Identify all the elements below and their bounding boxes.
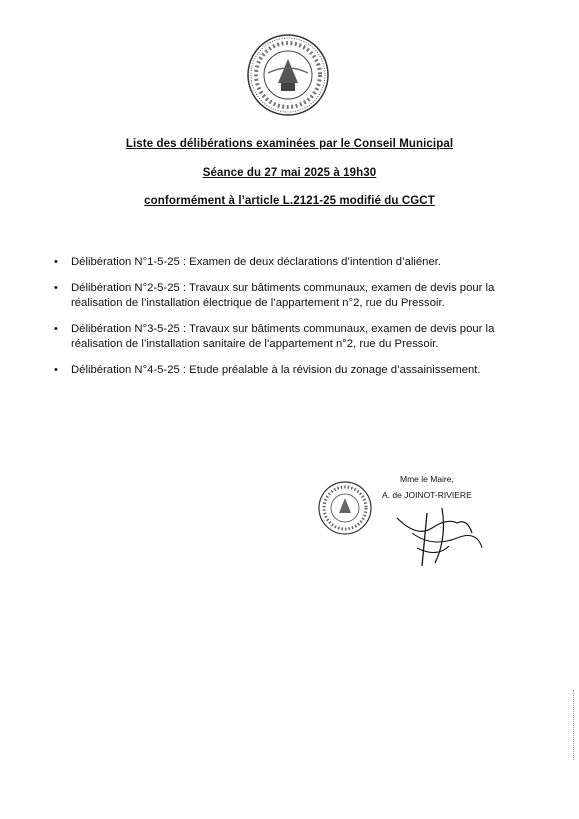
deliberation-text: : Examen de deux déclarations d’intention d’aliéner. bbox=[179, 256, 442, 268]
deliberation-text: : Travaux sur bâtiments communaux, examen de devis pour la réalisation de l’installation sanitaire de l’appartement n°2, rue du Pressoir. bbox=[71, 323, 495, 350]
list-item bbox=[52, 255, 547, 270]
bullet-icon: • bbox=[54, 256, 58, 268]
deliberation-ref: Délibération N°2-5-25 bbox=[71, 282, 180, 294]
margin-mark bbox=[573, 690, 576, 760]
list-item bbox=[52, 281, 547, 311]
list-item bbox=[52, 363, 547, 378]
signatory-title: Mme le Maire, bbox=[400, 474, 454, 484]
bullet-icon: • bbox=[54, 282, 58, 294]
municipal-seal bbox=[246, 33, 330, 117]
deliberation-text: : Etude préalable à la révision du zonage d’assainissement. bbox=[179, 364, 481, 376]
signatory-name: A. de JOINOT-RIVIERE bbox=[382, 490, 472, 500]
deliberation-list bbox=[52, 255, 547, 389]
session-date: Séance du 27 mai 2025 à 19h30 bbox=[202, 167, 377, 179]
legal-reference: conformément à l’article L.2121-25 modifié du CGCT bbox=[144, 195, 435, 207]
deliberation-ref: Délibération N°3-5-25 bbox=[71, 323, 180, 335]
deliberation-ref: Délibération N°4-5-25 bbox=[71, 364, 180, 376]
mayor-stamp bbox=[317, 480, 373, 536]
deliberation-ref: Délibération N°1-5-25 bbox=[71, 256, 180, 268]
bullet-icon: • bbox=[54, 323, 58, 335]
signature-block bbox=[312, 470, 492, 570]
deliberation-text: : Travaux sur bâtiments communaux, examen de devis pour la réalisation de l’installation électrique de l’appartement n°2, rue du Pressoir. bbox=[71, 282, 495, 309]
document-title: Liste des délibérations examinées par le Conseil Municipal bbox=[125, 138, 454, 150]
handwritten-signature bbox=[387, 488, 487, 568]
list-item bbox=[52, 322, 547, 352]
bullet-icon: • bbox=[54, 364, 58, 376]
